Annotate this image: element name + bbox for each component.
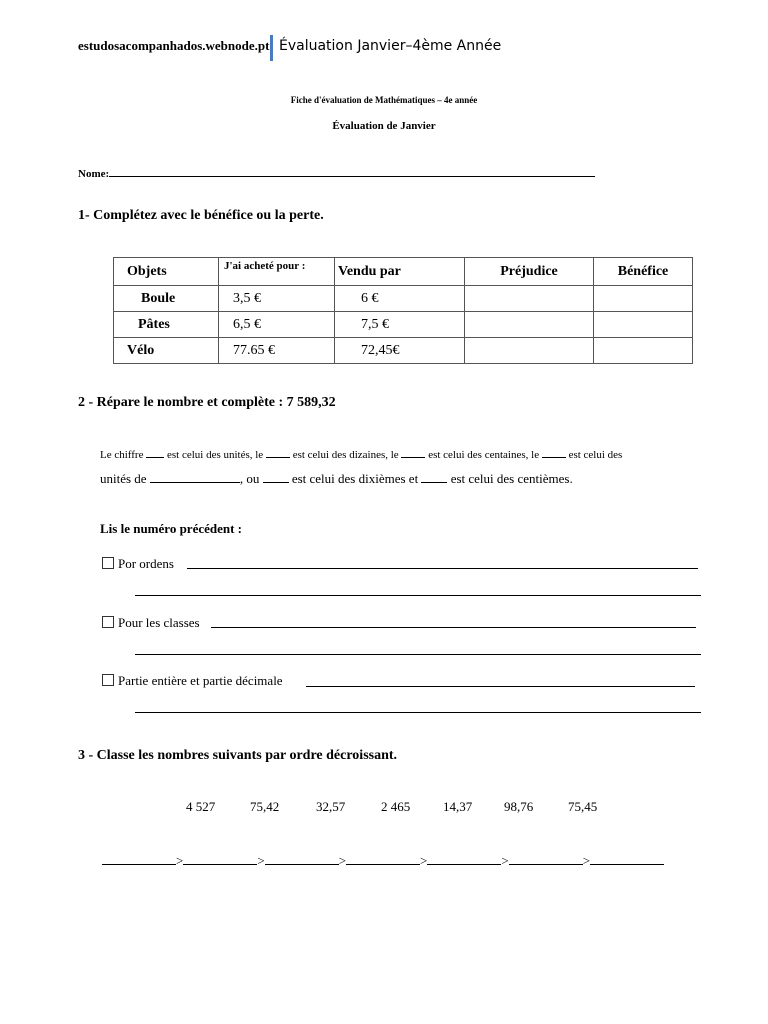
blank-unit-name[interactable] <box>150 470 240 483</box>
table-header-cell: Objets <box>114 258 219 286</box>
q2-sentence-line-2: unités de , ou est celui des dixièmes et est celui des centièmes. <box>100 471 573 486</box>
table-cell-blank[interactable] <box>594 286 693 312</box>
table-row <box>114 338 693 364</box>
evaluation-subtitle: Évaluation de Janvier <box>332 120 436 132</box>
ordering-line: > > > > > > <box>102 852 664 869</box>
checkbox-icon[interactable] <box>102 557 114 569</box>
table-cell: 77.65 € <box>219 338 335 364</box>
number-item: 98,76 <box>504 799 534 814</box>
number-item: 14,37 <box>443 799 473 814</box>
table-cell: 6,5 € <box>219 312 335 338</box>
table-row <box>114 312 693 338</box>
q1-table <box>113 257 693 364</box>
order-blank[interactable] <box>102 852 176 865</box>
number-item: 32,57 <box>316 799 346 814</box>
answer-line[interactable] <box>187 568 698 569</box>
number-item: 4 527 <box>186 799 216 814</box>
table-cell: 7,5 € <box>335 312 465 338</box>
name-field[interactable] <box>78 164 595 180</box>
answer-line[interactable] <box>135 595 701 596</box>
table-cell-blank[interactable] <box>594 312 693 338</box>
blank-units[interactable] <box>146 445 164 458</box>
option-by-orders: Por ordens <box>102 556 174 572</box>
option-by-classes: Pour les classes <box>102 615 200 631</box>
table-cell-blank[interactable] <box>465 338 594 364</box>
number-item: 2 465 <box>381 799 411 814</box>
table-cell: 6 € <box>335 286 465 312</box>
table-header-cell: Préjudice <box>465 258 594 286</box>
number-item: 75,42 <box>250 799 280 814</box>
read-number-label: Lis le numéro précédent : <box>100 521 243 536</box>
fiche-title: Fiche d'évaluation de Mathématiques – 4e année <box>290 95 478 105</box>
table-cell: 72,45€ <box>335 338 465 364</box>
order-blank[interactable] <box>590 852 664 865</box>
order-blank[interactable] <box>509 852 583 865</box>
number-item: 75,45 <box>568 799 598 814</box>
table-cell: Boule <box>114 286 219 312</box>
order-blank[interactable] <box>427 852 501 865</box>
header-divider <box>270 35 273 61</box>
table-cell-blank[interactable] <box>594 338 693 364</box>
header-title: Évaluation Janvier–4ème Année <box>279 38 502 54</box>
table-row <box>114 286 693 312</box>
option-integer-decimal: Partie entière et partie décimale <box>102 673 283 689</box>
answer-line[interactable] <box>211 627 696 628</box>
table-header-cell: J'ai acheté pour : <box>219 258 335 286</box>
table-cell-blank[interactable] <box>465 312 594 338</box>
q3-title: 3 - Classe les nombres suivants par ordre décroissant. <box>78 748 398 763</box>
answer-line[interactable] <box>135 712 701 713</box>
table-header-cell: Vendu par <box>335 258 465 286</box>
table-header-cell: Bénéfice <box>594 258 693 286</box>
table-cell: Vélo <box>114 338 219 364</box>
site-name: estudosacompanhados.webnode.pt <box>78 38 270 53</box>
table-cell: 3,5 € <box>219 286 335 312</box>
answer-line[interactable] <box>135 654 701 655</box>
name-blank-line[interactable] <box>109 164 595 177</box>
checkbox-icon[interactable] <box>102 616 114 628</box>
q2-title: 2 - Répare le nombre et complète : 7 589,32 <box>78 395 336 410</box>
order-blank[interactable] <box>346 852 420 865</box>
blank-tenths[interactable] <box>263 470 289 483</box>
q2-sentence-line-1: Le chiffre est celui des unités, le est celui des dizaines, le est celui des centaines, le est celui des <box>100 445 622 461</box>
order-blank[interactable] <box>183 852 257 865</box>
name-label: Nome: <box>78 168 110 180</box>
blank-hundredths[interactable] <box>421 470 447 483</box>
blank-thousands[interactable] <box>542 445 566 458</box>
table-cell-blank[interactable] <box>465 286 594 312</box>
table-header-row <box>114 258 693 286</box>
blank-hundreds[interactable] <box>401 445 425 458</box>
table-cell: Pâtes <box>114 312 219 338</box>
q1-title: 1- Complétez avec le bénéfice ou la perte. <box>78 208 324 223</box>
answer-line[interactable] <box>306 686 695 687</box>
checkbox-icon[interactable] <box>102 674 114 686</box>
order-blank[interactable] <box>265 852 339 865</box>
blank-tens[interactable] <box>266 445 290 458</box>
